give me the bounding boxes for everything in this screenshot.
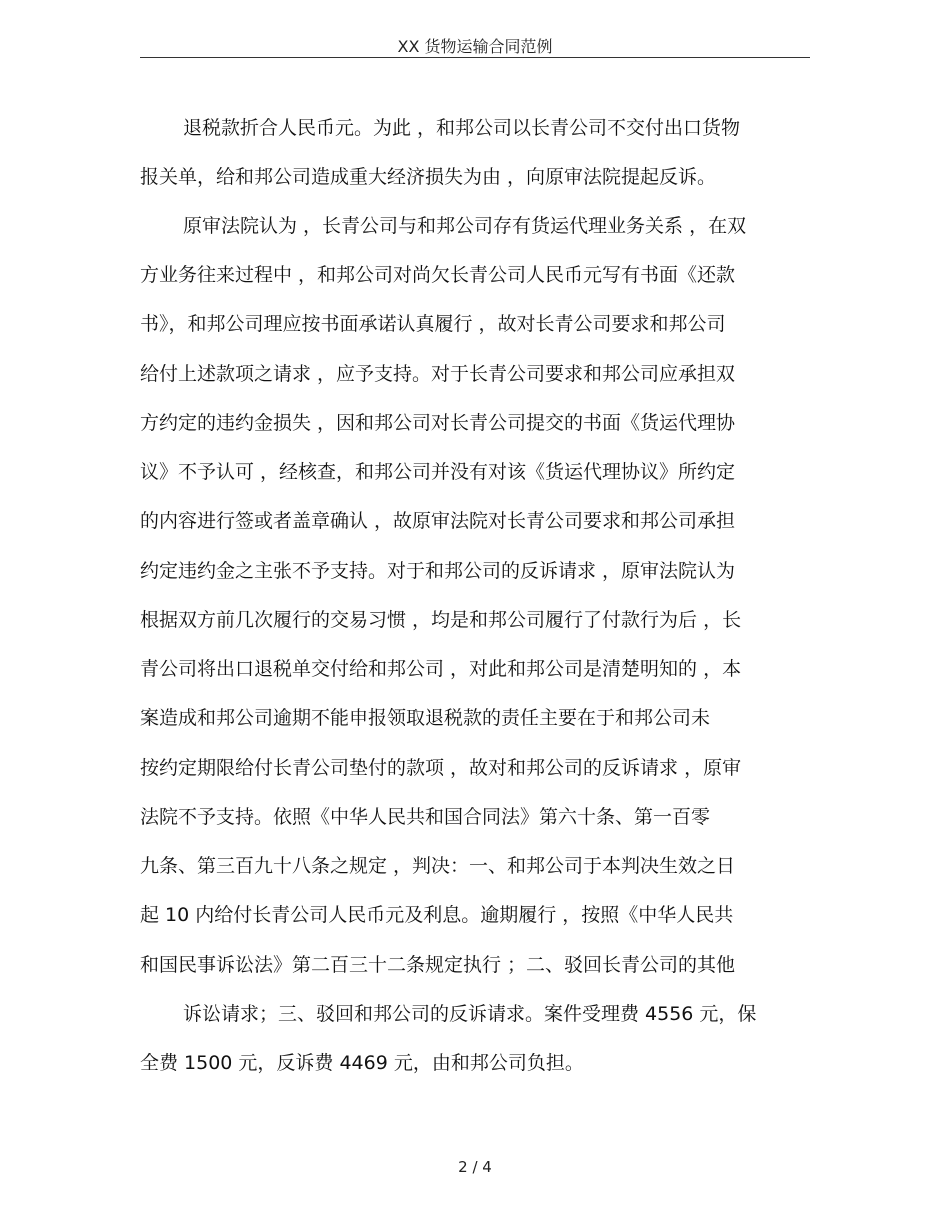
body-line-8: 议》不予认可 ，经核查，和邦公司并没有对该《货运代理协议》所约定 [140, 461, 736, 483]
body-line-5: 书》，和邦公司理应按书面承诺认真履行 ，故对长青公司要求和邦公司 [140, 313, 726, 335]
body-line-19: 诉讼请求；三、驳回和邦公司的反诉请求。案件受理费 4556 元，保 [183, 1003, 757, 1025]
body-line-10: 约定违约金之主张不予支持。对于和邦公司的反诉请求 ，原审法院认为 [140, 560, 736, 582]
header-divider [140, 57, 810, 58]
body-line-13: 案造成和邦公司逾期不能申报领取退税款的责任主要在于和邦公司未 [140, 707, 711, 729]
body-line-9: 的内容进行签或者盖章确认 ，故原审法院对长青公司要求和邦公司承担 [140, 510, 736, 532]
body-line-11: 根据双方前几次履行的交易习惯 ，均是和邦公司履行了付款行为后 ，长 [140, 609, 742, 631]
body-line-2: 报关单，给和邦公司造成重大经济损失为由 ，向原审法院提起反诉。 [140, 166, 717, 188]
body-line-16: 九条、第三百九十八条之规定 ，判决：一、和邦公司于本判决生效之日 [140, 855, 736, 877]
body-line-12: 青公司将出口退税单交付给和邦公司 ，对此和邦公司是清楚明知的 ，本 [140, 658, 742, 680]
page-header-title: XX 货物运输合同范例 [397, 37, 553, 56]
body-line-4: 方业务往来过程中 ，和邦公司对尚欠长青公司人民币元写有书面《还款 [140, 264, 736, 286]
body-line-3: 原审法院认为 ，长青公司与和邦公司存有货运代理业务关系 ，在双 [183, 215, 747, 237]
body-line-1: 退税款折合人民币元。为此 ，和邦公司以长青公司不交付出口货物 [183, 117, 741, 139]
body-line-6: 给付上述款项之请求 ，应予支持。对于长青公司要求和邦公司应承担双 [140, 363, 736, 385]
body-line-7: 方约定的违约金损失 ，因和邦公司对长青公司提交的书面《货运代理协 [140, 412, 736, 434]
body-line-17: 起 10 内给付长青公司人民币元及利息。逾期履行 ，按照《中华人民共 [140, 904, 734, 926]
page-number: 2 / 4 [458, 1158, 492, 1176]
body-line-20: 全费 1500 元，反诉费 4469 元，由和邦公司负担。 [140, 1052, 584, 1074]
body-line-14: 按约定期限给付长青公司垫付的款项 ，故对和邦公司的反诉请求 ，原审 [140, 757, 742, 779]
body-line-18: 和国民事诉讼法》第二百三十二条规定执行 ；二、驳回长青公司的其他 [140, 954, 736, 976]
body-line-15: 法院不予支持。依照《中华人民共和国合同法》第六十条、第一百零 [140, 806, 711, 828]
